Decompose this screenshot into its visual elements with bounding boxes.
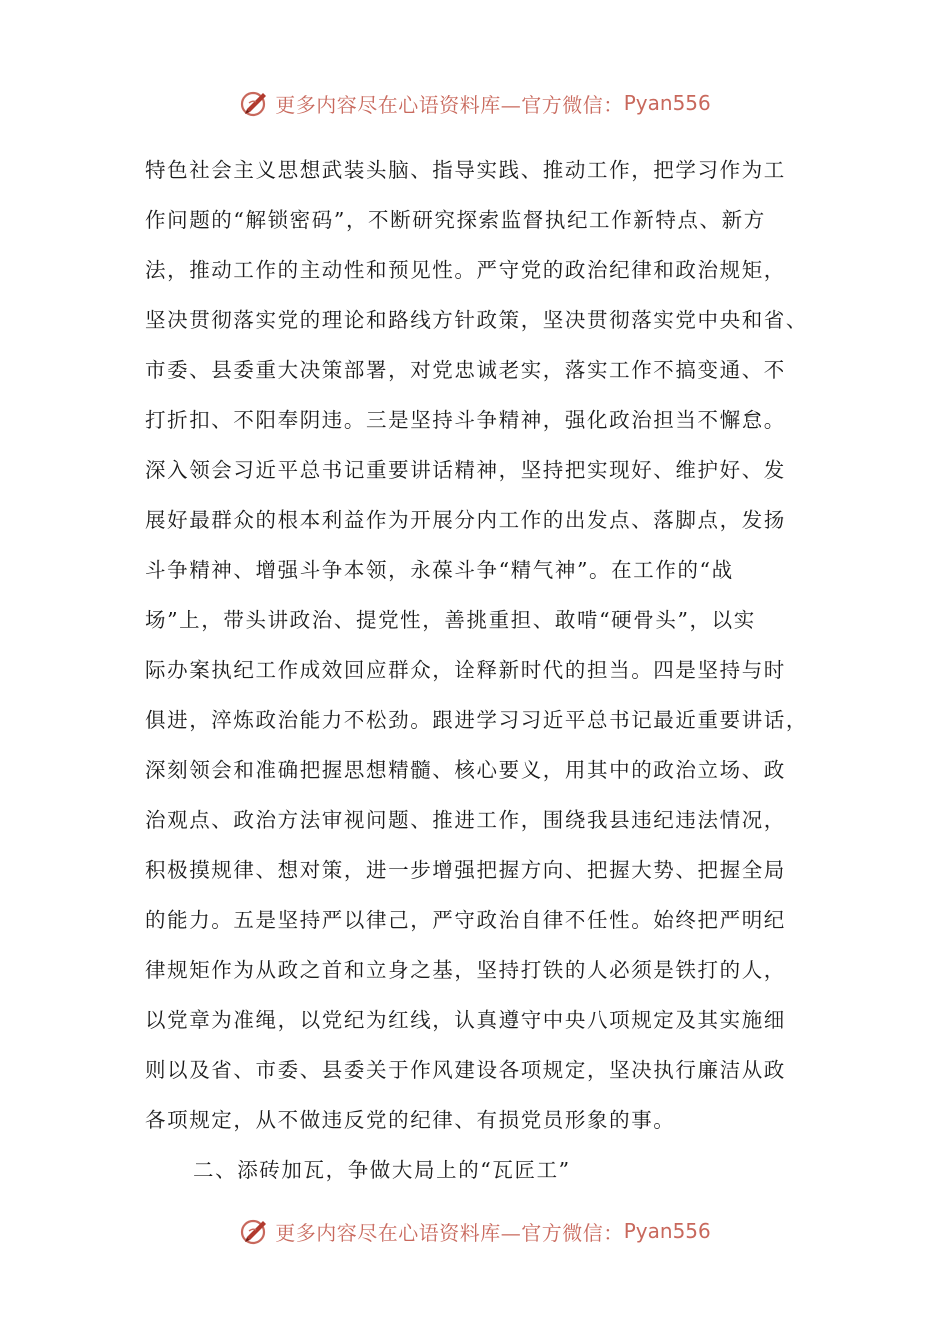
pen-circle-logo-icon: [239, 1215, 271, 1247]
body-line: 治观点、政治方法审视问题、推进工作，围绕我县违纪违法情况，: [145, 808, 786, 832]
body-line: 作问题的“解锁密码”，不断研究探索监督执纪工作新特点、新方: [145, 208, 766, 232]
body-line: 特色社会主义思想武装头脑、指导实践、推动工作，把学习作为工: [145, 158, 786, 182]
body-line: 场”上，带头讲政治、提党性，善挑重担、敢啃“硬骨头”，以实: [145, 608, 756, 632]
body-line: 各项规定，从不做违反党的纪律、有损党员形象的事。: [145, 1108, 676, 1132]
body-line: 深刻领会和准确把握思想精髓、核心要义，用其中的政治立场、政: [145, 758, 786, 782]
body-line: 的能力。五是坚持严以律己，严守政治自律不任性。始终把严明纪: [145, 908, 786, 932]
document-body: [145, 150, 810, 1200]
body-line: 坚决贯彻落实党的理论和路线方针政策，坚决贯彻落实党中央和省、: [145, 308, 808, 332]
body-line: 法，推动工作的主动性和预见性。严守党的政治纪律和政治规矩，: [145, 258, 786, 282]
footer-banner: [0, 1211, 950, 1251]
body-line: 打折扣、不阳奉阴违。三是坚持斗争精神，强化政治担当不懈怠。: [145, 408, 786, 432]
body-line: 以党章为准绳，以党纪为红线，认真遵守中央八项规定及其实施细: [145, 1008, 786, 1032]
header-banner-wechat-id: Pyan556: [623, 91, 711, 115]
header-banner-text: 更多内容尽在心语资料库—官方微信：: [275, 92, 624, 117]
header-banner: [0, 83, 950, 123]
body-line: 展好最群众的根本利益作为开展分内工作的出发点、落脚点，发扬: [145, 508, 786, 532]
body-line: 积极摸规律、想对策，进一步增强把握方向、把握大势、把握全局: [145, 858, 786, 882]
body-line: 市委、县委重大决策部署，对党忠诚老实，落实工作不搞变通、不: [145, 358, 786, 382]
body-line: 俱进，淬炼政治能力不松劲。跟进学习习近平总书记最近重要讲话，: [145, 708, 808, 732]
body-line: 则以及省、市委、县委关于作风建设各项规定，坚决执行廉洁从政: [145, 1058, 786, 1082]
body-line: 深入领会习近平总书记重要讲话精神，坚持把实现好、维护好、发: [145, 458, 786, 482]
footer-banner-wechat-id: Pyan556: [623, 1219, 711, 1243]
body-line: 际办案执纪工作成效回应群众，诠释新时代的担当。四是坚持与时: [145, 658, 786, 682]
footer-banner-text: 更多内容尽在心语资料库—官方微信：: [275, 1220, 624, 1245]
body-line: 斗争精神、增强斗争本领，永葆斗争“精气神”。在工作的“战: [145, 558, 734, 582]
body-line: 律规矩作为从政之首和立身之基，坚持打铁的人必须是铁打的人，: [145, 958, 786, 982]
section-heading: 二、添砖加瓦，争做大局上的“瓦匠工”: [193, 1158, 571, 1182]
pen-circle-logo-icon: [239, 87, 271, 119]
